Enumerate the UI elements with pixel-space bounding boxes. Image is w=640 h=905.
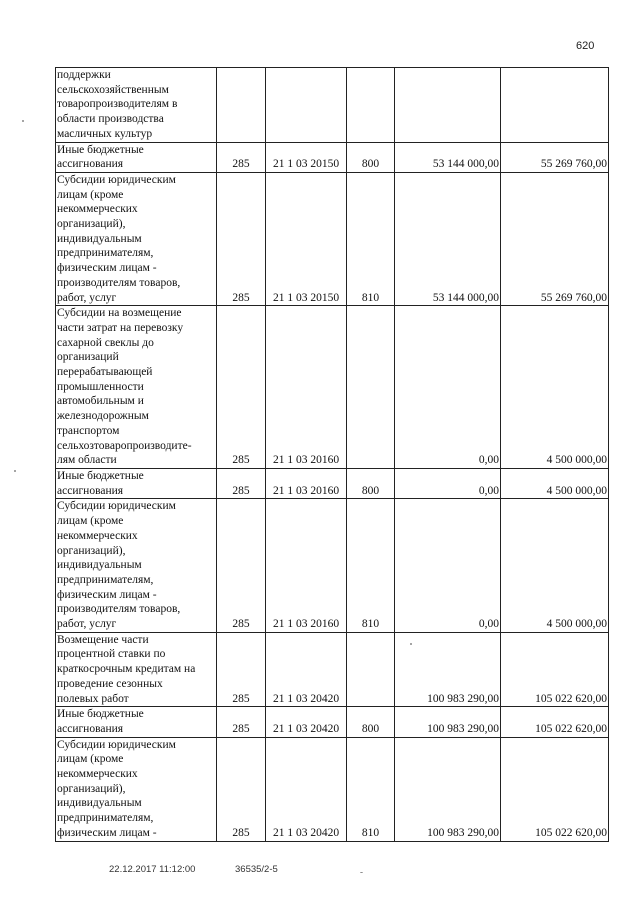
row-name-cell: Субсидии юридическим лицам (кроме некоммерческих организаций), индивидуальным предпринимателям, физическим лицам - производителям товаров, работ, услуг <box>56 172 217 305</box>
row-amount-2018-cell: 53 144 000,00 <box>395 142 501 172</box>
row-section-cell: 285 <box>217 468 266 498</box>
row-amount-2018-cell: 100 983 290,00 <box>395 632 501 707</box>
row-amount-2019-cell: 55 269 760,00 <box>501 172 609 305</box>
row-amount-2018-cell <box>395 68 501 143</box>
table-row <box>56 142 609 172</box>
row-expense-type-cell <box>347 68 395 143</box>
row-name-cell: Иные бюджетные ассигнования <box>56 468 217 498</box>
row-amount-2019-cell: 4 500 000,00 <box>501 468 609 498</box>
row-amount-2019-cell <box>501 68 609 143</box>
row-amount-2018-cell: 0,00 <box>395 468 501 498</box>
row-amount-2019-cell: 105 022 620,00 <box>501 632 609 707</box>
table-row <box>56 306 609 469</box>
row-amount-2018-cell: 53 144 000,00 <box>395 172 501 305</box>
footer-datetime: 22.12.2017 11:12:00 <box>109 864 196 875</box>
row-name-cell: поддержки сельскохозяйственным товаропроизводителям в области производства масличных культур <box>56 68 217 143</box>
row-target-article-cell: 21 1 03 20420 <box>266 707 347 737</box>
table-row <box>56 632 609 707</box>
table-row <box>56 707 609 737</box>
row-expense-type-cell: 810 <box>347 172 395 305</box>
row-target-article-cell: 21 1 03 20420 <box>266 632 347 707</box>
row-name-cell: Иные бюджетные ассигнования <box>56 707 217 737</box>
budget-table <box>55 67 609 842</box>
row-name-cell: Субсидии на возмещение части затрат на перевозку сахарной свеклы до организаций перерабатывающей промышленности автомобильным и железнодорожным транспортом сельхозтоваропроизводите- лям области <box>56 306 217 469</box>
row-amount-2018-cell: 100 983 290,00 <box>395 737 501 841</box>
page-number: 620 <box>576 40 595 52</box>
row-target-article-cell: 21 1 03 20150 <box>266 142 347 172</box>
row-section-cell: 285 <box>217 142 266 172</box>
row-amount-2019-cell: 105 022 620,00 <box>501 737 609 841</box>
row-expense-type-cell: 810 <box>347 737 395 841</box>
scan-speck <box>22 120 24 122</box>
scan-speck <box>14 470 16 472</box>
row-amount-2019-cell: 4 500 000,00 <box>501 306 609 469</box>
row-expense-type-cell: 800 <box>347 468 395 498</box>
table-row <box>56 172 609 305</box>
row-section-cell: 285 <box>217 499 266 632</box>
row-amount-2019-cell: 55 269 760,00 <box>501 142 609 172</box>
row-target-article-cell: 21 1 03 20160 <box>266 306 347 469</box>
row-section-cell: 285 <box>217 632 266 707</box>
row-target-article-cell: 21 1 03 20160 <box>266 468 347 498</box>
table-row <box>56 468 609 498</box>
row-amount-2018-cell: 100 983 290,00 <box>395 707 501 737</box>
row-section-cell <box>217 68 266 143</box>
row-amount-2018-cell: 0,00 <box>395 499 501 632</box>
table-row <box>56 68 609 143</box>
row-target-article-cell: 21 1 03 20150 <box>266 172 347 305</box>
row-section-cell: 285 <box>217 306 266 469</box>
table-body <box>56 68 609 842</box>
row-target-article-cell <box>266 68 347 143</box>
row-target-article-cell: 21 1 03 20160 <box>266 499 347 632</box>
row-expense-type-cell <box>347 632 395 707</box>
row-name-cell: Субсидии юридическим лицам (кроме некоммерческих организаций), индивидуальным предпринимателям, физическим лицам - производителям товаров, работ, услуг <box>56 499 217 632</box>
row-amount-2019-cell: 105 022 620,00 <box>501 707 609 737</box>
row-amount-2018-cell: 0,00 <box>395 306 501 469</box>
footer-document-code: 36535/2-5 <box>235 864 278 875</box>
row-section-cell: 285 <box>217 737 266 841</box>
row-name-cell: Возмещение части процентной ставки по краткосрочным кредитам на проведение сезонных полевых работ <box>56 632 217 707</box>
row-section-cell: 285 <box>217 172 266 305</box>
row-expense-type-cell <box>347 306 395 469</box>
table-row <box>56 737 609 841</box>
row-amount-2019-cell: 4 500 000,00 <box>501 499 609 632</box>
scan-speck <box>410 643 412 645</box>
row-expense-type-cell: 800 <box>347 142 395 172</box>
row-expense-type-cell: 810 <box>347 499 395 632</box>
row-name-cell: Субсидии юридическим лицам (кроме некоммерческих организаций), индивидуальным предпринимателям, физическим лицам - <box>56 737 217 841</box>
row-target-article-cell: 21 1 03 20420 <box>266 737 347 841</box>
row-name-cell: Иные бюджетные ассигнования <box>56 142 217 172</box>
scan-speck <box>360 872 363 873</box>
table-row <box>56 499 609 632</box>
row-expense-type-cell: 800 <box>347 707 395 737</box>
row-section-cell: 285 <box>217 707 266 737</box>
